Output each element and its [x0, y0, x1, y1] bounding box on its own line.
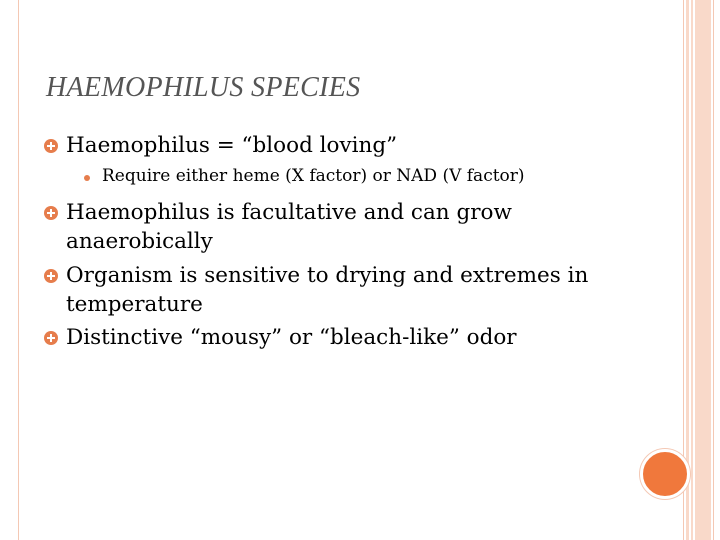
bullet-item [44, 261, 588, 319]
plus-circle-bullet-icon [44, 269, 58, 283]
decorative-stripe [686, 0, 689, 540]
bullet-text: Organism is sensitive to drying and extremes in [66, 263, 589, 288]
decorative-stripe [691, 0, 693, 540]
bullet-text: Haemophilus = “blood loving” [66, 133, 398, 158]
slide-title: HAEMOPHILUS SPECIES [46, 72, 361, 103]
decorative-stripe [695, 0, 711, 540]
bullet-text: Distinctive “mousy” or “bleach-like” odor [66, 325, 517, 350]
decorative-line [713, 0, 714, 540]
bullet-item [44, 323, 517, 352]
bullet-item [44, 198, 512, 256]
plus-circle-bullet-icon [44, 139, 58, 153]
bullet-text: Haemophilus is facultative and can grow [66, 200, 512, 225]
decorative-circle-icon [640, 449, 690, 499]
bullet-text-continued: temperature [66, 292, 203, 317]
bullet-item [44, 131, 397, 160]
sub-bullet-text: Require either heme (X factor) or NAD (V factor) [102, 166, 525, 186]
dot-bullet-icon [84, 175, 90, 181]
plus-circle-bullet-icon [44, 331, 58, 345]
bullet-text-continued: anaerobically [66, 229, 213, 254]
plus-circle-bullet-icon [44, 206, 58, 220]
